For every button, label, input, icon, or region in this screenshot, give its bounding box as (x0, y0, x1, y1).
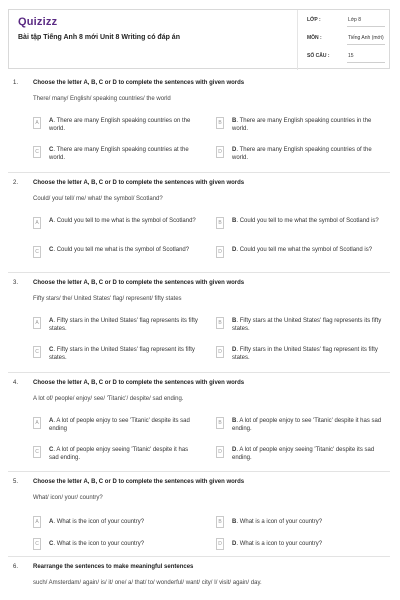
option-text: Fifty stars in the United States' flag represents its fifty states. (49, 318, 198, 332)
question-prompt: There/ many/ English/ speaking countries/ the world (33, 96, 171, 102)
option-letter: C (49, 247, 54, 253)
option-text: Could you tell to me what is the symbol of Scotland? (56, 218, 196, 224)
option-text: Fifty stars in the United States' flag represent its fifty states. (232, 347, 378, 361)
question-heading: Choose the letter A, B, C or D to complete the sentences with given words (33, 380, 245, 386)
option-letter-badge: A (33, 417, 41, 429)
meta-underline (347, 26, 385, 27)
option-letter-badge: A (33, 317, 41, 329)
option-letter-badge: B (216, 417, 224, 429)
question-prompt: Fifty stars/ the/ United States' flag/ represent/ fifty states (33, 296, 182, 302)
worksheet-title: Bài tập Tiếng Anh 8 mới Unit 8 Writing có đáp án (18, 34, 180, 41)
option-letter: D (232, 541, 237, 547)
option-letter-badge: C (33, 246, 41, 258)
meta-underline (347, 62, 385, 63)
meta-key: SỐ CÂU : (307, 53, 330, 59)
question-prompt: such/ Amsterdam/ again/ is/ it/ one/ a/ that/ to/ wonderful/ want/ city/ I/ visit/ again/ day. (33, 580, 262, 586)
question-divider (8, 471, 390, 472)
question-heading: Choose the letter A, B, C or D to complete the sentences with given words (33, 280, 245, 286)
option-text: There are many English speaking countries of the world. (232, 147, 372, 161)
option-letter: D (232, 347, 237, 353)
meta-value: 15 (348, 53, 354, 59)
option-letter: B (232, 418, 237, 424)
meta-value: Tiếng Anh (mới) (348, 35, 384, 41)
option-letter-badge: D (216, 446, 224, 458)
option-letter: A (49, 318, 54, 324)
worksheet-header (8, 9, 390, 69)
question-divider (8, 556, 390, 557)
option-letter: B (232, 118, 237, 124)
option-letter: B (232, 519, 237, 525)
question-prompt: Could/ you/ tell/ me/ what/ the symbol/ Scotland? (33, 196, 163, 202)
option-letter: D (232, 447, 237, 453)
option-text: A lot of people enjoy to see 'Titanic' despite its sad ending (49, 418, 190, 432)
option-letter: C (49, 541, 54, 547)
meta-value: Lớp 8 (348, 17, 362, 23)
question-prompt: What/ icon/ your/ country? (33, 495, 103, 501)
option-letter: C (49, 447, 54, 453)
option-letter-badge: B (216, 317, 224, 329)
question-number: 5. (13, 479, 19, 485)
option-letter: B (232, 318, 237, 324)
meta-key: LỚP : (307, 17, 321, 23)
option-letter-badge: D (216, 346, 224, 358)
option-letter-badge: B (216, 217, 224, 229)
option-letter-badge: A (33, 516, 41, 528)
option-letter-badge: D (216, 538, 224, 550)
option-letter: A (49, 118, 54, 124)
question-heading: Choose the letter A, B, C or D to complete the sentences with given words (33, 479, 245, 485)
option-text: A lot of people enjoy seeing 'Titanic' despite it has sad ending. (49, 447, 189, 461)
option-letter-badge: C (33, 146, 41, 158)
question-divider (8, 272, 390, 273)
option-text: A lot of people enjoy seeing 'Titanic' despite its sad ending. (232, 447, 375, 461)
question-number: 2. (13, 180, 19, 186)
question-number: 3. (13, 280, 19, 286)
meta-underline (347, 44, 385, 45)
question-number: 1. (13, 80, 19, 86)
question-divider (8, 372, 390, 373)
option-letter-badge: A (33, 117, 41, 129)
option-text: There are many English speaking countries on the world. (49, 118, 191, 132)
quizizz-logo: Quizizz (18, 16, 58, 28)
option-letter: C (49, 147, 54, 153)
option-text: There are many English speaking countries in the world. (232, 118, 372, 132)
option-letter-badge: B (216, 117, 224, 129)
option-text: What is the icon to your country? (56, 541, 145, 547)
option-letter: A (49, 418, 54, 424)
option-letter-badge: C (33, 346, 41, 358)
option-text: Could you tell me what the symbol of Scotland is? (239, 247, 373, 253)
meta-divider (297, 10, 298, 70)
option-text: A lot of people enjoy to see 'Titanic' despite it has sad ending. (232, 418, 382, 432)
option-letter: D (232, 147, 237, 153)
option-letter: B (232, 218, 237, 224)
question-heading: Choose the letter A, B, C or D to complete the sentences with given words (33, 80, 245, 86)
meta-row-class (305, 13, 391, 28)
option-letter-badge: D (216, 246, 224, 258)
option-letter-badge: D (216, 146, 224, 158)
option-letter: A (49, 519, 54, 525)
option-letter: D (232, 247, 237, 253)
option-text: Fifty stars at the United States' flag represents its fifty states. (232, 318, 382, 332)
option-letter: C (49, 347, 54, 353)
question-heading: Choose the letter A, B, C or D to complete the sentences with given words (33, 180, 245, 186)
option-text: Could you tell to me what the symbol of Scotland is? (239, 218, 379, 224)
option-letter-badge: A (33, 217, 41, 229)
question-number: 6. (13, 564, 19, 570)
option-text: What is a icon of your country? (239, 519, 323, 525)
question-number: 4. (13, 380, 19, 386)
option-text: What is the icon of your country? (56, 519, 145, 525)
question-heading: Rearrange the sentences to make meaningful sentences (33, 564, 194, 570)
option-text: Could you tell me what is the symbol of Scotland? (56, 247, 190, 253)
option-text: There are many English speaking countries at the world. (49, 147, 189, 161)
meta-row-count (305, 49, 391, 64)
option-letter-badge: C (33, 538, 41, 550)
option-text: What is a icon to your country? (239, 541, 323, 547)
meta-key: MÔN : (307, 35, 322, 41)
option-letter-badge: C (33, 446, 41, 458)
meta-row-subject (305, 31, 391, 46)
question-prompt: A lot of/ people/ enjoy/ see/ 'Titanic'/ despite/ sad ending. (33, 396, 184, 402)
question-divider (8, 172, 390, 173)
option-letter: A (49, 218, 54, 224)
option-text: Fifty stars in the United States' flag represent its fifty states. (49, 347, 195, 361)
meta-panel (305, 10, 391, 70)
option-letter-badge: B (216, 516, 224, 528)
worksheet-page: Quizizz Bài tập Tiếng Anh 8 mới Unit 8 Writing có đáp án LỚP : Lớp 8 MÔN : Tiếng Anh (mới) SỐ CÂU : 15 1. Choose the letter A, B, C or D to complete the sentences with given words There/ many/ English/ speaking countries/ the world A A. There are many English speaking countries on the world. B B. There are many English speaking countries in the world. C C. There are many English speaking countries at the world. D D. There are many English speaking countries of the world. 2. Choose the letter A, B, C or D to complete the sentences with given words Could/ you/ tell/ me/ what/ the symbol/ Scotland? A A. Could you tell to me what is the symbol of Scotland? B B. Could you tell to me what the symbol of Scotland is? C C. Could you tell me what is the symbol of Scotland? D D. Could you tell me what the symbol of Scotland is? 3. Choose the letter A, B, C or D to complete the sentences with given words Fifty stars/ the/ United States' flag/ represent/ fifty states A A. Fifty stars in the United States' flag represents its fifty states. B B. Fifty stars at the United States' flag represents its fifty states. C C. Fifty stars in the United States' flag represent its fifty states. D D. Fifty stars in the United States' flag represent its fifty states. 4. Choose the letter A, B, C or D to complete the sentences with given words A lot of/ people/ enjoy/ see/ 'Titanic'/ despite/ sad ending. A A. A lot of people enjoy to see 'Titanic' despite its sad ending B B. A lot of people enjoy to see 'Titanic' despite it has sad ending. C C. A lot of people enjoy seeing 'Titanic' despite it has sad ending. D D. A lot of people enjoy seeing 'Titanic' despite its sad ending. 5. Choose the letter A, B, C or D to complete the sentences with given words What/ icon/ your/ country? A A. What is the icon of your country? B B. What is a icon of your country? C C. What is the icon to your country? D D. What is a icon to your country? 6. Rearrange the sentences to make meaningful sentences such/ Amsterdam/ again/ is/ it/ one/ a/ that/ to/ wonderful/ want/ city/ I/ visit/ again/ day. (0, 0, 400, 600)
